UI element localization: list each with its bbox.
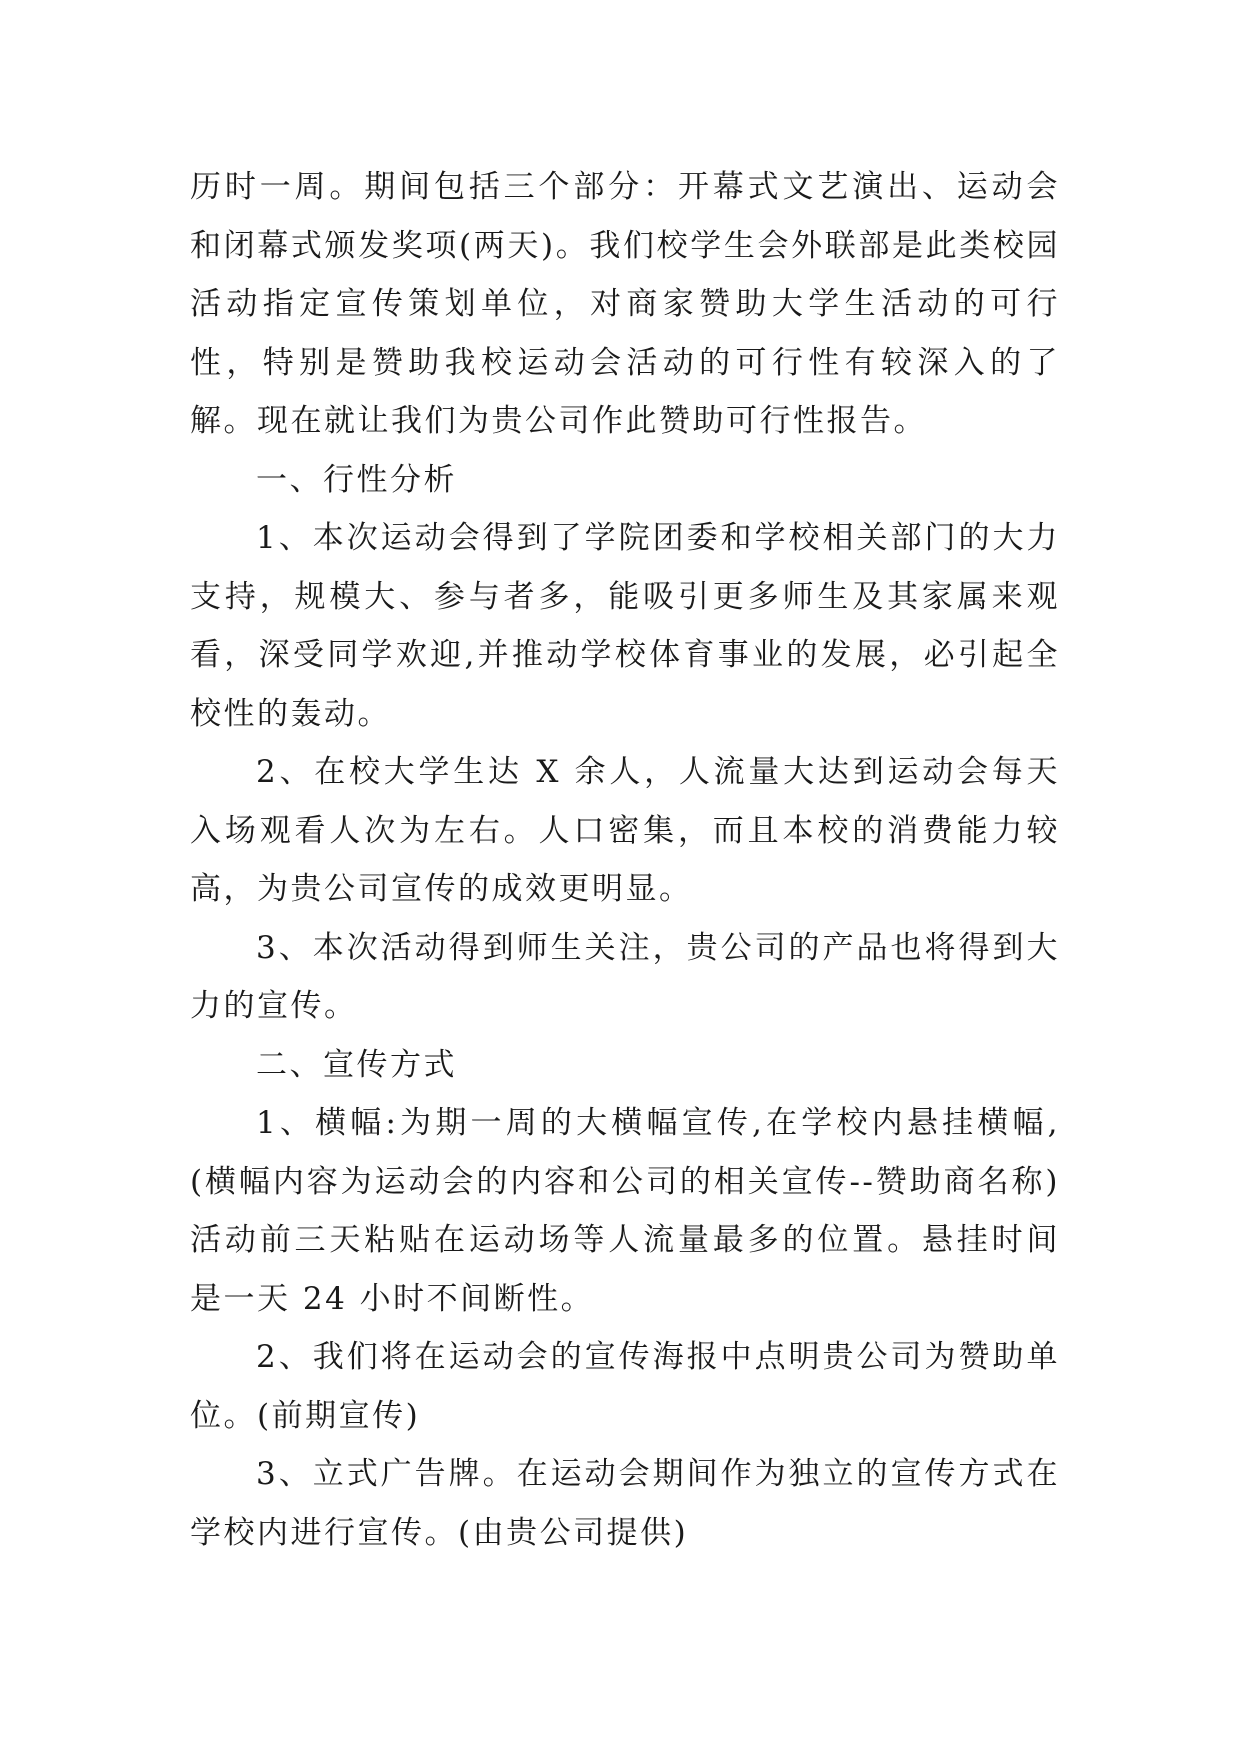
section-heading-promotion: 二、宣传方式 xyxy=(256,1046,457,1083)
section-heading-feasibility: 一、行性分析 xyxy=(256,461,457,498)
body-paragraph: 3、立式广告牌。在运动会期间作为独立的宣传方式在学校内进行宣传。(由贵公司提供) xyxy=(190,1456,1060,1551)
body-paragraph: 历时一周。期间包括三个部分：开幕式文艺演出、运动会和闭幕式颁发奖项(两天)。我们校学生会外联部是此类校园活动指定宣传策划单位，对商家赞助大学生活动的可行性，特别是赞助我校运动会活动的可行性有较深入的了解。现在就让我们为贵公司作此赞助可行性报告。 xyxy=(190,169,1060,439)
body-paragraph: 2、我们将在运动会的宣传海报中点明贵公司为赞助单位。(前期宣传) xyxy=(190,1339,1060,1434)
body-paragraph: 1、本次运动会得到了学院团委和学校相关部门的大力支持，规模大、参与者多，能吸引更多师生及其家属来观看，深受同学欢迎,并推动学校体育事业的发展，必引起全校性的轰动。 xyxy=(190,520,1060,732)
body-paragraph: 3、本次活动得到师生关注，贵公司的产品也将得到大力的宣传。 xyxy=(190,929,1060,1024)
body-paragraph: 2、在校大学生达 X 余人，人流量大达到运动会每天入场观看人次为左右。人口密集，而且本校的消费能力较高，为贵公司宣传的成效更明显。 xyxy=(190,754,1060,907)
document-body xyxy=(190,158,1060,1562)
body-paragraph: 1、横幅:为期一周的大横幅宣传,在学校内悬挂横幅,(横幅内容为运动会的内容和公司的相关宣传--赞助商名称)活动前三天粘贴在运动场等人流量最多的位置。悬挂时间是一天 24 小时不间断性。 xyxy=(190,1105,1060,1317)
